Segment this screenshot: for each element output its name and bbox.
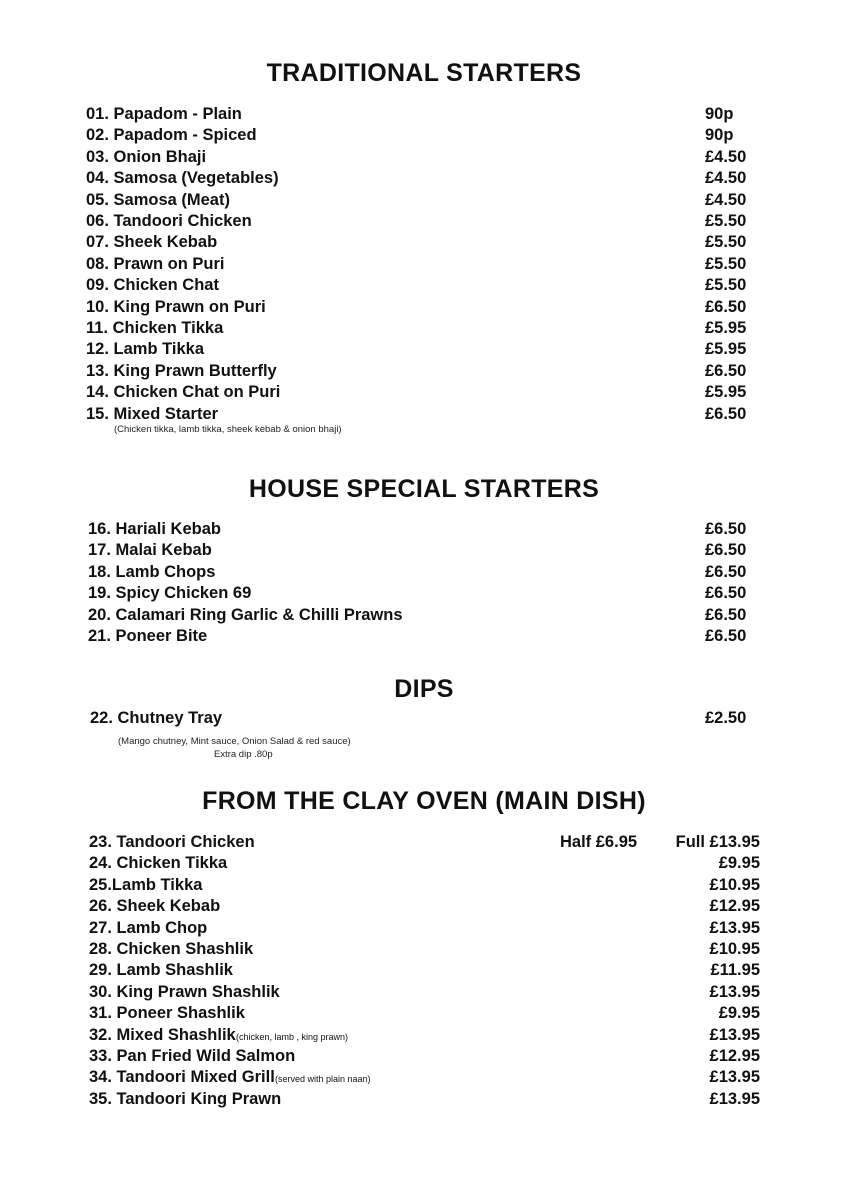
menu-item [89, 938, 760, 960]
menu-item [88, 539, 760, 561]
menu-item [86, 296, 760, 318]
menu-item-name: 19. Spicy Chicken 69 [88, 584, 252, 603]
menu-item-half-price: Half £6.95 [560, 833, 638, 851]
menu-item [86, 360, 760, 382]
traditional-starters-title: TRADITIONAL STARTERS [266, 59, 582, 87]
menu-item [89, 981, 760, 1003]
menu-item-price: £5.95 [705, 383, 747, 402]
extra-dip-note: Extra dip .80p [214, 749, 273, 760]
menu-item-price: £2.50 [705, 709, 747, 727]
menu-item-price: 90p [705, 105, 734, 123]
menu-item-name: 24. Chicken Tikka [89, 854, 228, 873]
menu-item-name: 31. Poneer Shashlik [89, 1004, 245, 1023]
menu-item-name: 06. Tandoori Chicken [86, 212, 252, 230]
menu-item-price: £13.95 [709, 918, 760, 937]
menu-item-name: 13. King Prawn Butterfly [86, 361, 277, 380]
menu-item-name: 10. King Prawn on Puri [86, 297, 266, 316]
menu-item-price: £5.95 [705, 319, 747, 337]
menu-item-name: 32. Mixed Shashlik [89, 1025, 236, 1044]
menu-item-name: 21. Poneer Bite [88, 627, 208, 645]
menu-item [89, 895, 760, 917]
menu-item-name: 18. Lamb Chops [88, 562, 216, 581]
menu-item-name: 23. Tandoori Chicken [89, 833, 255, 851]
menu-item-name: 04. Samosa (Vegetables) [86, 169, 279, 188]
menu-item [90, 707, 760, 729]
menu-item [88, 625, 760, 647]
menu-item-note: (served with plain naan) [275, 1074, 371, 1085]
menu-item [86, 146, 760, 168]
menu-item-price: £10.95 [709, 940, 760, 958]
menu-item-price: £6.50 [705, 297, 747, 316]
menu-item-price: £5.50 [705, 212, 747, 230]
menu-item-name: 25.Lamb Tikka [89, 875, 203, 894]
menu-item-name: 16. Hariali Kebab [88, 520, 221, 538]
menu-item-price: £12.95 [709, 897, 760, 916]
menu-item [88, 604, 760, 626]
menu-item-name: 33. Pan Fried Wild Salmon [89, 1047, 296, 1065]
menu-item [89, 1045, 760, 1067]
menu-item [86, 317, 760, 339]
menu-item-name: 34. Tandoori Mixed Grill [89, 1068, 275, 1087]
menu-item-name: 28. Chicken Shashlik [89, 940, 254, 958]
menu-item [89, 831, 760, 853]
menu-item-name: 27. Lamb Chop [89, 918, 208, 937]
menu-item-price: £11.95 [710, 961, 760, 980]
menu-item-name: 22. Chutney Tray [90, 709, 223, 727]
menu-item-price: £5.50 [705, 233, 747, 252]
menu-item-price: £13.95 [709, 1068, 760, 1087]
menu-item-price: £6.50 [705, 520, 747, 538]
menu-item-name: 14. Chicken Chat on Puri [86, 383, 281, 402]
menu-item [89, 874, 760, 896]
menu-item [86, 189, 760, 211]
menu-item [88, 582, 760, 604]
menu-item [89, 1024, 760, 1046]
menu-item [89, 1002, 760, 1024]
menu-item-price: £5.95 [705, 340, 747, 359]
menu-item [88, 561, 760, 583]
menu-item [86, 167, 760, 189]
menu-item-name: 05. Samosa (Meat) [86, 190, 230, 209]
house-special-starters-title: HOUSE SPECIAL STARTERS [248, 475, 600, 503]
menu-item-price: Full £13.95 [675, 833, 760, 851]
menu-item-name: 11. Chicken Tikka [86, 319, 224, 337]
menu-item-name: 15. Mixed Starter [86, 404, 219, 423]
menu-item-name: 20. Calamari Ring Garlic & Chilli Prawns [88, 605, 403, 624]
menu-item-name: 26. Sheek Kebab [89, 897, 221, 916]
menu-item-note: (chicken, lamb , king prawn) [236, 1031, 349, 1042]
menu-item [86, 381, 760, 403]
menu-item-price: £6.50 [705, 584, 747, 603]
menu-item [89, 959, 760, 981]
menu-item-name: 17. Malai Kebab [88, 541, 212, 560]
menu-item-price: £4.50 [705, 147, 747, 166]
menu-item-price: £6.50 [705, 627, 747, 645]
menu-item-price: £6.50 [705, 562, 747, 581]
menu-item-price: £6.50 [705, 404, 747, 423]
menu-item [89, 917, 760, 939]
menu-item-price: £13.95 [709, 982, 760, 1001]
menu-item [89, 1066, 760, 1088]
menu-item-price: £9.95 [718, 1004, 760, 1023]
chutney-tray-note: (Mango chutney, Mint sauce, Onion Salad & red sauce) [118, 736, 351, 747]
menu-item-price: 90p [705, 126, 734, 145]
menu-item-name: 08. Prawn on Puri [86, 254, 225, 273]
menu-item-name: 07. Sheek Kebab [86, 233, 218, 252]
menu-item [89, 852, 760, 874]
menu-item [86, 210, 760, 232]
menu-item-price: £12.95 [709, 1047, 760, 1065]
menu-item-name: 09. Chicken Chat [86, 276, 219, 295]
dips-title: DIPS [394, 675, 454, 703]
menu-item-name: 35. Tandoori King Prawn [89, 1089, 282, 1108]
mixed-starter-note: (Chicken tikka, lamb tikka, sheek kebab & onion bhaji) [114, 424, 342, 435]
menu-item-price: £10.95 [709, 875, 760, 894]
menu-item [86, 103, 760, 125]
menu-item [86, 231, 760, 253]
menu-item-name: 02. Papadom - Spiced [86, 126, 257, 145]
menu-item-name: 12. Lamb Tikka [86, 340, 205, 359]
menu-item-price: £6.50 [705, 605, 747, 624]
menu-item [86, 403, 760, 425]
menu-item [89, 1088, 760, 1110]
menu-item-price: £4.50 [705, 190, 747, 209]
menu-item-price: £5.50 [705, 254, 747, 273]
menu-item [86, 274, 760, 296]
menu-item [86, 338, 760, 360]
clay-oven-title: FROM THE CLAY OVEN (MAIN DISH) [202, 787, 646, 815]
menu-item-price: £13.95 [709, 1025, 760, 1044]
menu-item-name: 30. King Prawn Shashlik [89, 982, 280, 1001]
menu-item-price: £4.50 [705, 169, 747, 188]
menu-item-price: £13.95 [709, 1089, 760, 1108]
menu-item [88, 518, 760, 540]
menu-item-name: 29. Lamb Shashlik [89, 961, 233, 980]
menu-item-name: 01. Papadom - Plain [86, 105, 242, 123]
menu-item-name: 03. Onion Bhaji [86, 147, 207, 166]
menu-item [86, 253, 760, 275]
menu-item [86, 124, 760, 146]
menu-item-price: £5.50 [705, 276, 747, 295]
menu-item-price: £9.95 [718, 854, 760, 873]
menu-item-price: £6.50 [705, 541, 747, 560]
menu-item-price: £6.50 [705, 361, 747, 380]
